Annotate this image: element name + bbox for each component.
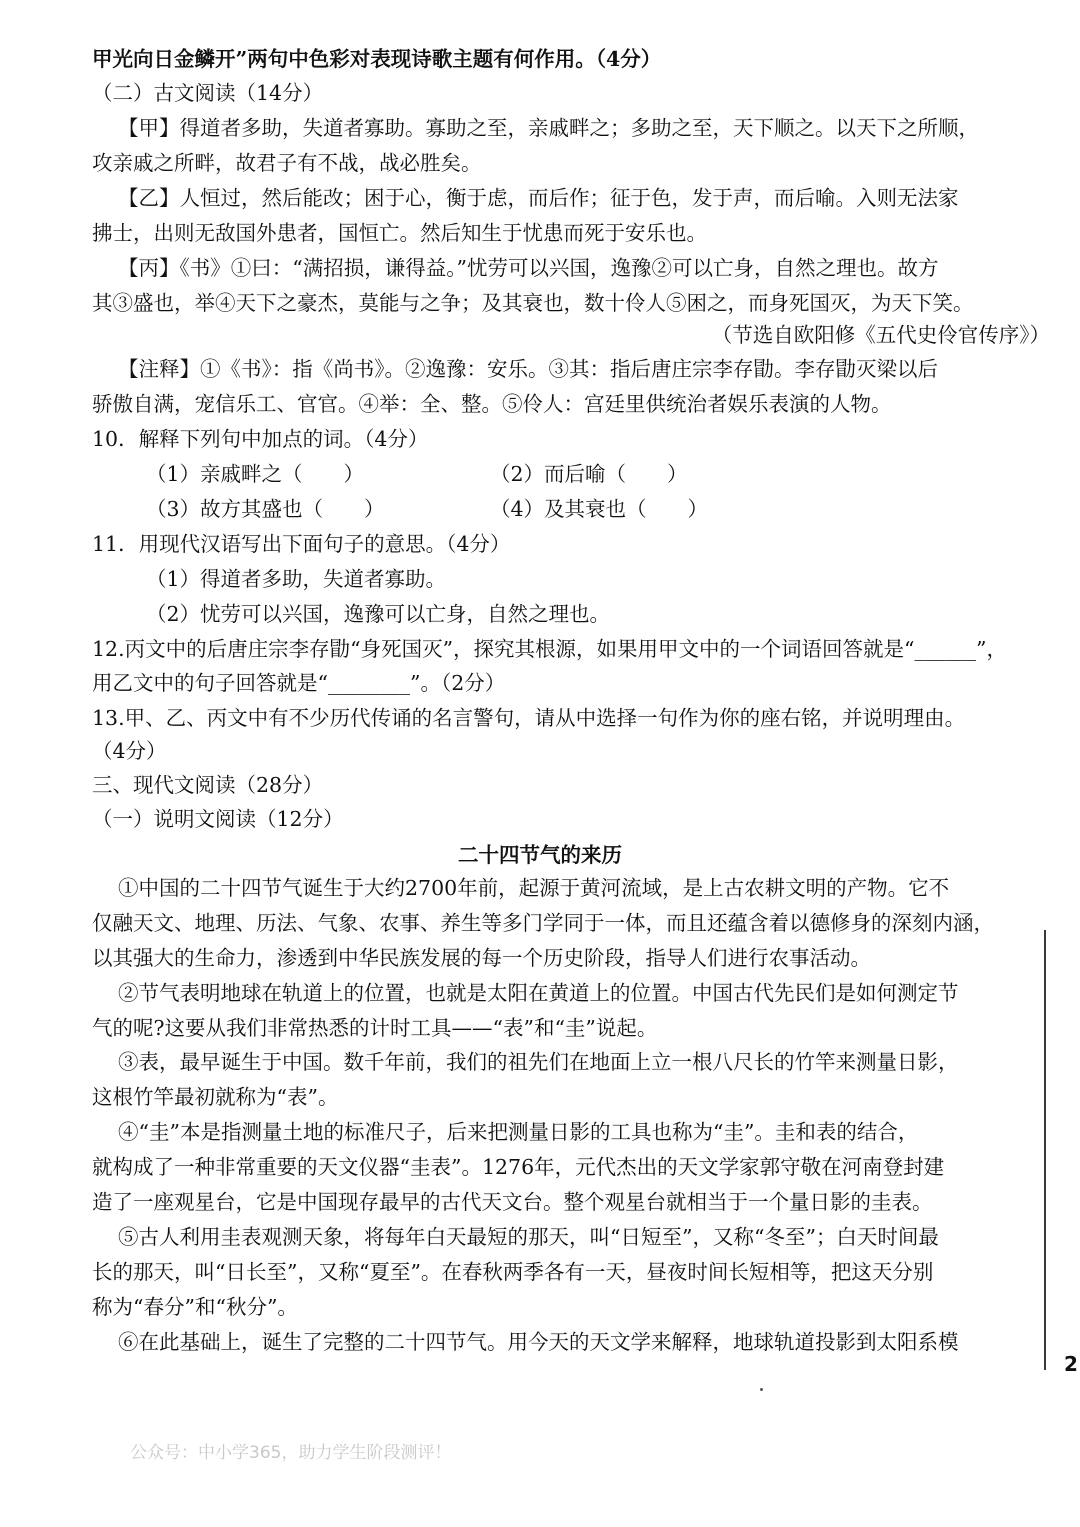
paragraph-line: 仅融天文、地理、历法、气象、农事、养生等多门学同于一体，而且还蕴含着以德修身的深刻内涵， bbox=[92, 911, 994, 935]
paragraph-line: ②节气表明地球在轨道上的位置，也就是太阳在黄道上的位置。中国古代先民们是如何测定节 bbox=[118, 981, 959, 1005]
question-12: 12.丙文中的后唐庄宗李存勖“身死国灭”，探究其根源，如果用甲文中的一个词语回答就是“______”， bbox=[92, 637, 1008, 661]
margin-rule bbox=[1044, 930, 1046, 1370]
question-10-row bbox=[146, 459, 1052, 489]
section-heading: 三、现代文阅读（28分） bbox=[92, 773, 324, 797]
q10-item-4: （4）及其衰也（ ） bbox=[490, 497, 709, 521]
section-heading: （二）古文阅读（14分） bbox=[92, 81, 324, 105]
scan-speck bbox=[760, 1388, 763, 1391]
question-13-cont: （4分） bbox=[92, 739, 167, 763]
section-heading: （一）说明文阅读（12分） bbox=[92, 807, 344, 831]
paragraph-line: 以其强大的生命力，渗透到中华民族发展的每一个历史阶段，指导人们进行农事活动。 bbox=[92, 946, 871, 970]
paragraph-line: ③表，最早诞生于中国。数千年前，我们的祖先们在地面上立一根八尺长的竹竿来测量日影， bbox=[118, 1050, 959, 1074]
paragraph-line: ⑥在此基础上，诞生了完整的二十四节气。用今天的天文学来解释，地球轨道投影到太阳系模 bbox=[118, 1330, 959, 1354]
paragraph-line: 就构成了一种非常重要的天文仪器“圭表”。1276年，元代杰出的天文学家郭守敬在河南登封建 bbox=[92, 1155, 945, 1179]
watermark: 公众号：中小学365，助力学生阶段测评！ bbox=[130, 1443, 452, 1463]
q10-item-3: （3）故方其盛也（ ） bbox=[146, 497, 385, 521]
paragraph-line: ①中国的二十四节气诞生于大约2700年前，起源于黄河流域，是上古农耕文明的产物。它不 bbox=[118, 876, 950, 900]
article-title: 二十四节气的来历 bbox=[458, 843, 622, 867]
source-citation: （节选自欧阳修《五代史伶官传序》） bbox=[711, 323, 1050, 347]
question-12-cont: 用乙文中的句子回答就是“________”。（2分） bbox=[92, 671, 506, 695]
text-line: 【甲】得道者多助，失道者寡助。寡助之至，亲戚畔之；多助之至，天下顺之。以天下之所顺， bbox=[118, 116, 979, 140]
text-line: 【丙】《书》①曰：“满招损，谦得益。”忧劳可以兴国，逸豫②可以亡身，自然之理也。故方 bbox=[118, 256, 939, 280]
q10-item-1: （1）亲戚畔之（ ） bbox=[146, 462, 365, 486]
question-10: 10．解释下列句中加点的词。（4分） bbox=[92, 427, 429, 451]
paragraph-line: 长的那天，叫“日长至”，又称“夏至”。在春秋两季各有一天，昼夜时间长短相等，把这天分别 bbox=[92, 1260, 934, 1284]
page-number: 2 bbox=[1064, 1352, 1078, 1376]
notes-line: 【注释】①《书》：指《尚书》。②逸豫：安乐。③其：指后唐庄宗李存勖。李存勖灭梁以后 bbox=[118, 357, 938, 381]
question-13: 13.甲、乙、丙文中有不少历代传诵的名言警句，请从中选择一句作为你的座右铭，并说明理由。 bbox=[92, 706, 966, 730]
question-11-item: （2）忧劳可以兴国，逸豫可以亡身，自然之理也。 bbox=[146, 602, 611, 626]
text-line: 甲光向日金鳞开”两句中色彩对表现诗歌主题有何作用。（4分） bbox=[92, 47, 662, 71]
paragraph-line: 这根竹竿最初就称为“表”。 bbox=[92, 1085, 339, 1109]
text-line: 其③盛也，举④天下之豪杰，莫能与之争；及其衰也，数十伶人⑤困之，而身死国灭，为天下笑。 bbox=[92, 291, 974, 315]
question-11-item: （1）得道者多助，失道者寡助。 bbox=[146, 567, 447, 591]
question-11: 11．用现代汉语写出下面句子的意思。（4分） bbox=[92, 532, 511, 556]
paragraph-line: 称为“春分”和“秋分”。 bbox=[92, 1295, 298, 1319]
text-line: 攻亲戚之所畔，故君子有不战，战必胜矣。 bbox=[92, 151, 482, 175]
notes-line: 骄傲自满，宠信乐工、官官。④举：全、整。⑤伶人：宫廷里供统治者娱乐表演的人物。 bbox=[92, 392, 892, 416]
paragraph-line: 造了一座观星台，它是中国现存最早的古代天文台。整个观星台就相当于一个量日影的圭表。 bbox=[92, 1190, 933, 1214]
paragraph-line: ⑤古人利用圭表观测天象，将每年白天最短的那天，叫“日短至”，又称“冬至”；白天时间最 bbox=[118, 1225, 939, 1249]
paragraph-line: ④“圭”本是指测量土地的标准尺子，后来把测量日影的工具也称为“圭”。圭和表的结合， bbox=[118, 1120, 919, 1144]
q10-item-2: （2）而后喻（ ） bbox=[490, 462, 688, 486]
question-10-row bbox=[146, 494, 1052, 524]
text-line: 拂士，出则无敌国外患者，国恒亡。然后知生于忧患而死于安乐也。 bbox=[92, 221, 707, 245]
text-line: 【乙】人恒过，然后能改；困于心，衡于虑，而后作；征于色，发于声，而后喻。入则无法家 bbox=[118, 186, 959, 210]
paragraph-line: 气的呢?这要从我们非常热悉的计时工具——“表”和“圭”说起。 bbox=[92, 1016, 658, 1040]
